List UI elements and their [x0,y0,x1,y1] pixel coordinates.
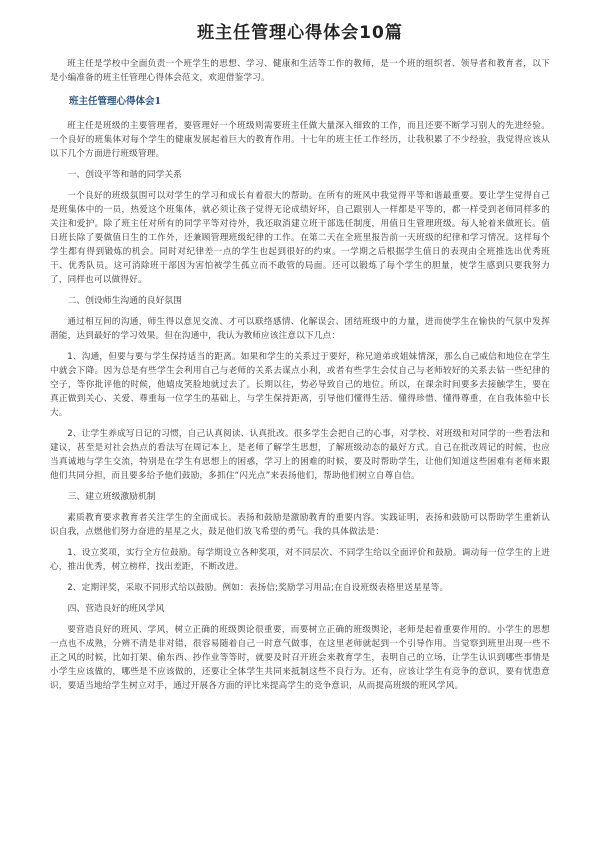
paragraph-9: 要营造良好的班风、学风，树立正确的班级舆论很重要，而要树立正确的班级舆论，老师是起着重要作用的。小学生的思想一点也不成熟，分辨不清是非对错，很容易随着自己一时意气做事，在这里老师就起到一个引导作用。当觉察到班里出现一些不正之风的时候，比如打架、偷东西、抄作业等等时，就要及时召开班会来教育学生，表明自己的立场，让学生认识到哪些事情是小学生应该做的，哪些是不应该做的，还要让全体学生共同来抵制这些不良行为。还有，应该让学生有竞争的意识，要有忧患意识，要适当地给学生树立对手，通过开展各方面的评比来提高学生的竞争意识，从而提高班级的班风学风。 [50,625,550,691]
paragraph-3: 通过相互间的沟通，师生得以意见交流、才可以联络感情、化解误会、团结班级中的力量，进而使学生在愉快的气氛中发挥潜能，达到最好的学习效果。但在沟通中，我认为教师应该注意以下几点： [50,317,550,341]
heading-4: 四、营造良好的班风学风 [67,604,165,614]
paragraph-7: 1、设立奖项，实行全方位鼓励。每学期设立各种奖项，对不同层次、不同学生给以全面评价和鼓励。调动每一位学生的上进心，推出优秀，树立榜样，找出差距，不断改进。 [50,548,550,572]
paragraph-4: 1、沟通，但要与要与学生保持适当的距离。如果和学生的关系过于要好，称兄道弟或姐妹情深，那么自己威信和地位在学生中就会下降。因为总是有些学生会利用自己与老师的关系去谋点小利，或者有些学生会仗自己与老师较好的关系去钻一些纪律的空子，等你批评他的时候，他嬉皮笑脸地就过去了。长期以往，势必导致自己的地位。所以，在课余时间要多去接触学生，要在真正做到关心、关爱、尊重每一位学生的基础上，与学生保持距离，引导他们懂得生活、懂得珍惜、懂得尊重，在自我体验中长大。 [50,352,550,418]
heading-3: 三、建立班级激励机制 [67,492,156,502]
paragraph-5: 2、让学生养成写日记的习惯，自己认真阅读、认真批改。很多学生会把自己的心事，对学校、对班级和对同学的一些看法和建议，甚至是对社会热点的看法写在周记本上，是老师了解学生思想，了解班级动态的最好方式。自己在批改周记的时候，也应当真诚地与学生交流，特别是在学生有思想上的困惑，学习上的困难的时候，要及时帮助学生，让他们知道这些困难有老师来跟他们共同分担，而且要多给予他们鼓励，多抓住“闪光点”来表扬他们，帮助他们树立自尊自信。 [50,429,550,481]
paragraph-6: 素质教育要求教育者关注学生的全面成长。表扬和鼓励是激励教育的重要内容。实践证明，表扬和鼓励可以帮助学生重新认识自我，点燃他们努力奋进的星星之火，鼓足他们放飞希望的勇气。我的具体做法是： [50,513,550,537]
heading-1: 一、创设平等和谐的同学关系 [67,170,182,180]
paragraph-2: 一个良好的班级氛围可以对学生的学习和成长有着很大的帮助。在所有的班风中我觉得平等和谐最重要。要让学生觉得自己是班集体中的一员，热爱这个班集体，就必须让孩子觉得无论成绩好坏，自己跟别人一样都是平等的，都一样受到老师同样多的关注和爱护。除了班主任对所有的同学平等对待外，我还取消建立班干部选任制度，用值日生管理班级。每人轮着来做班长。值日班长除了要做值日生的工作外，还兼顾管理班级纪律的工作。在第二天在全班里报告前一天班级的纪律和学习情况。这样每个学生都有得到锻炼的机会。同时对纪律差一点的学生也起到很好的约束。一学期之后根据学生值日的表现由全班推选出优秀班干、优秀队员。这可消除班干部因为害怕被学生孤立而不敢管的局面。还可以锻炼了每个学生的胆量，使学生感到只要我努力了，同样也可以做得好。 [50,191,550,285]
paragraph-8: 2、定期评奖，采取不同形式给以鼓励。例如：表扬信;奖励学习用品;在自设班级表格里送星星等。 [67,583,449,593]
paragraph-1: 班主任是班级的主要管理者，要管理好一个班级则需要班主任做大量深入细致的工作，而且还要不断学习别人的先进经验。一个良好的班集体对每个学生的健康发展起着巨大的教育作用。十七年的班主任工作经历，让我积累了不少经验，我觉得应该从以下几个方面进行班级管理。 [50,121,550,159]
heading-2: 二、创设师生沟通的良好氛围 [67,296,182,306]
document-title: 班主任管理心得体会10篇 [197,23,403,43]
section-title: 班主任管理心得体会1 [69,96,162,107]
intro-paragraph: 班主任是学校中全面负责一个班学生的思想、学习、健康和生活等工作的教师，是一个班的组织者、领导者和教育者，以下是小编准备的班主任管理心得体会范文，欢迎借鉴学习。 [50,59,550,83]
